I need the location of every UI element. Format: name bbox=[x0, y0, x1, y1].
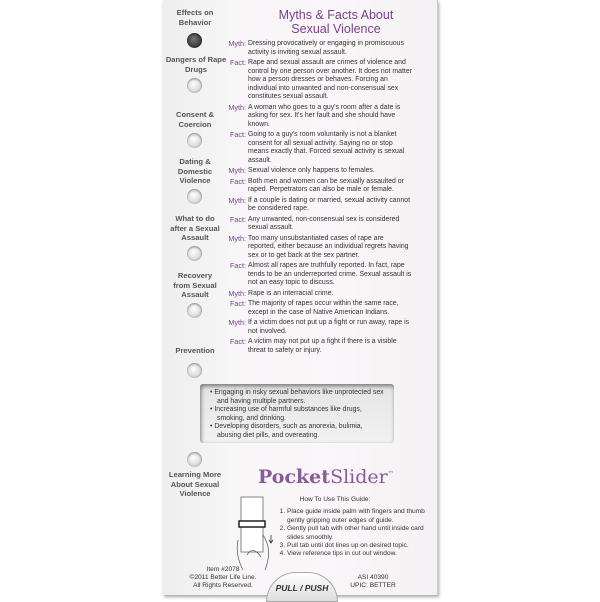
fact-item bbox=[225, 59, 413, 102]
item-label: Myth: bbox=[228, 195, 246, 205]
title-line: Myths & Facts About bbox=[278, 8, 394, 22]
item-label: Fact: bbox=[230, 261, 246, 270]
window-bullet: • Engaging in risky sexual behaviors like unprotected sex and having multiple partners. bbox=[210, 389, 384, 405]
item-label: Myth: bbox=[228, 318, 246, 327]
topic-learning-more[interactable]: Learning More About Sexual Violence bbox=[168, 470, 222, 498]
item-label: Fact: bbox=[230, 337, 246, 346]
pocket-slider-card bbox=[163, 0, 438, 595]
item-label: Fact: bbox=[230, 130, 246, 139]
myth-fact-list bbox=[225, 40, 413, 357]
topic-hole bbox=[187, 133, 202, 148]
item-text: Going to a guy's room voluntarily is not a blanket consent for all sexual activity. Saying no or stop means exactly that. Forced sexual activity is sexual assault. bbox=[248, 131, 405, 164]
copyright: ©2011 Better Life Line. bbox=[189, 574, 257, 582]
topic-hole bbox=[187, 246, 202, 261]
topic-hole bbox=[187, 189, 202, 204]
item-label: Myth: bbox=[228, 102, 246, 112]
fact-item bbox=[225, 300, 413, 317]
myth-item bbox=[225, 40, 413, 57]
item-text: Sexual violence only happens to females. bbox=[248, 167, 375, 174]
topic-hole bbox=[187, 363, 202, 378]
how-to-use bbox=[275, 496, 435, 559]
topic-dating[interactable]: Dating & Domestic Violence bbox=[177, 157, 213, 185]
title-line: Sexual Violence bbox=[291, 22, 381, 36]
item-label: Myth: bbox=[228, 39, 246, 48]
howto-step: 3. Pull tab until dot lines up on desired topic. bbox=[287, 542, 435, 550]
item-text: Too many unsubstantiated cases of rape are reported, either because an individual regrets having sex or to get back at the sex partner. bbox=[248, 234, 409, 259]
item-text: If a victim does not put up a fight or run away, rape is not involved. bbox=[248, 319, 410, 335]
item-label: Fact: bbox=[230, 58, 246, 67]
cutout-window bbox=[200, 384, 394, 443]
item-text: Both men and women can be sexually assaulted or raped. Perpetrators can also be male or female. bbox=[248, 177, 404, 193]
item-info bbox=[183, 566, 263, 591]
howto-step: 4. View reference tips in cut out window. bbox=[287, 550, 435, 558]
item-label: Fact: bbox=[230, 176, 246, 186]
topic-consent[interactable]: Consent & Coercion bbox=[176, 110, 214, 129]
myth-item bbox=[225, 290, 413, 299]
item-label: Myth: bbox=[228, 166, 246, 175]
myth-item bbox=[225, 104, 413, 130]
upic: UPIC: BETTER bbox=[350, 582, 396, 590]
window-bullet: • Increasing use of harmful substances like drugs, smoking, and drinking. bbox=[210, 406, 362, 422]
item-text: Rape is an interracial crime. bbox=[248, 289, 334, 297]
myth-item bbox=[225, 197, 413, 214]
asi-number: ASI 40390 bbox=[357, 574, 389, 581]
topic-recovery[interactable]: Recovery from Sexual Assault bbox=[173, 271, 217, 299]
page-title bbox=[231, 8, 441, 36]
topic-what-to-do[interactable]: What to do after a Sexual Assault bbox=[170, 214, 220, 242]
item-label: Myth: bbox=[228, 233, 246, 243]
item-label: Fact: bbox=[230, 214, 246, 224]
topic-effects[interactable]: Effects on Behavior bbox=[176, 8, 214, 27]
topic-hole bbox=[187, 452, 202, 467]
topic-hole-selected bbox=[187, 33, 202, 48]
window-bullet: • Developing disorders, such as anorexia, bulimia, abusing diet pills, and overeating. bbox=[210, 423, 363, 439]
hand-illustration-icon bbox=[233, 495, 278, 575]
item-label: Fact: bbox=[230, 299, 246, 308]
item-text: A victim may not put up a fight if there is a visible threat to safety or injury. bbox=[248, 338, 397, 354]
fact-item bbox=[225, 216, 413, 233]
item-text: Rape and sexual assault are crimes of violence and control by one person over another. It does not matter how a person dresses or behaves. Forcing an individual into unwanted and non-consensual sex constitutes sexual assault. bbox=[248, 59, 412, 100]
fact-item bbox=[225, 262, 413, 288]
howto-step: 1. Place guide inside palm with fingers and thumb gently gripping outer edges of guide. bbox=[287, 508, 435, 525]
item-label: Myth: bbox=[228, 288, 246, 298]
item-text: If a couple is dating or married, sexual activity cannot be considered rape. bbox=[248, 196, 411, 212]
fact-item bbox=[225, 131, 413, 165]
topic-prevention[interactable]: Prevention bbox=[175, 346, 215, 355]
item-text: Dressing provocatively or engaging in promiscuous activity is inviting sexual assault. bbox=[248, 40, 404, 56]
asi-info bbox=[343, 574, 403, 590]
topic-rape-drugs[interactable]: Dangers of Rape Drugs bbox=[165, 55, 227, 74]
myth-item bbox=[225, 319, 413, 336]
pocketslider-logo: PocketSlider™ bbox=[258, 466, 394, 488]
item-text: Any unwanted, non-consensual sex is considered sexual assault. bbox=[248, 215, 400, 231]
rights: All Rights Reserved. bbox=[193, 582, 253, 590]
fact-item bbox=[225, 338, 413, 355]
topic-hole bbox=[187, 303, 202, 318]
item-text: A woman who goes to a guy's room after a date is asking for sex. It's her fault and she should have known. bbox=[248, 103, 401, 128]
item-text: Almost all rapes are truthfully reported. In fact, rape tends to be an underreported crime. Sexual assault is not an easy topic to discuss. bbox=[248, 262, 412, 286]
howto-step: 2. Gently pull tab with other hand until inside card slides smoothly. bbox=[287, 525, 435, 542]
item-text: The majority of rapes occur within the same race, except in the case of Native American Indians. bbox=[248, 300, 399, 316]
pull-push-tab[interactable]: PULL / PUSH bbox=[266, 572, 338, 602]
item-number: Item #2078 bbox=[206, 566, 240, 573]
fact-item bbox=[225, 178, 413, 195]
howto-heading: How To Use This Guide: bbox=[299, 496, 371, 503]
myth-item bbox=[225, 167, 413, 176]
topic-hole bbox=[187, 78, 202, 93]
myth-item bbox=[225, 235, 413, 261]
